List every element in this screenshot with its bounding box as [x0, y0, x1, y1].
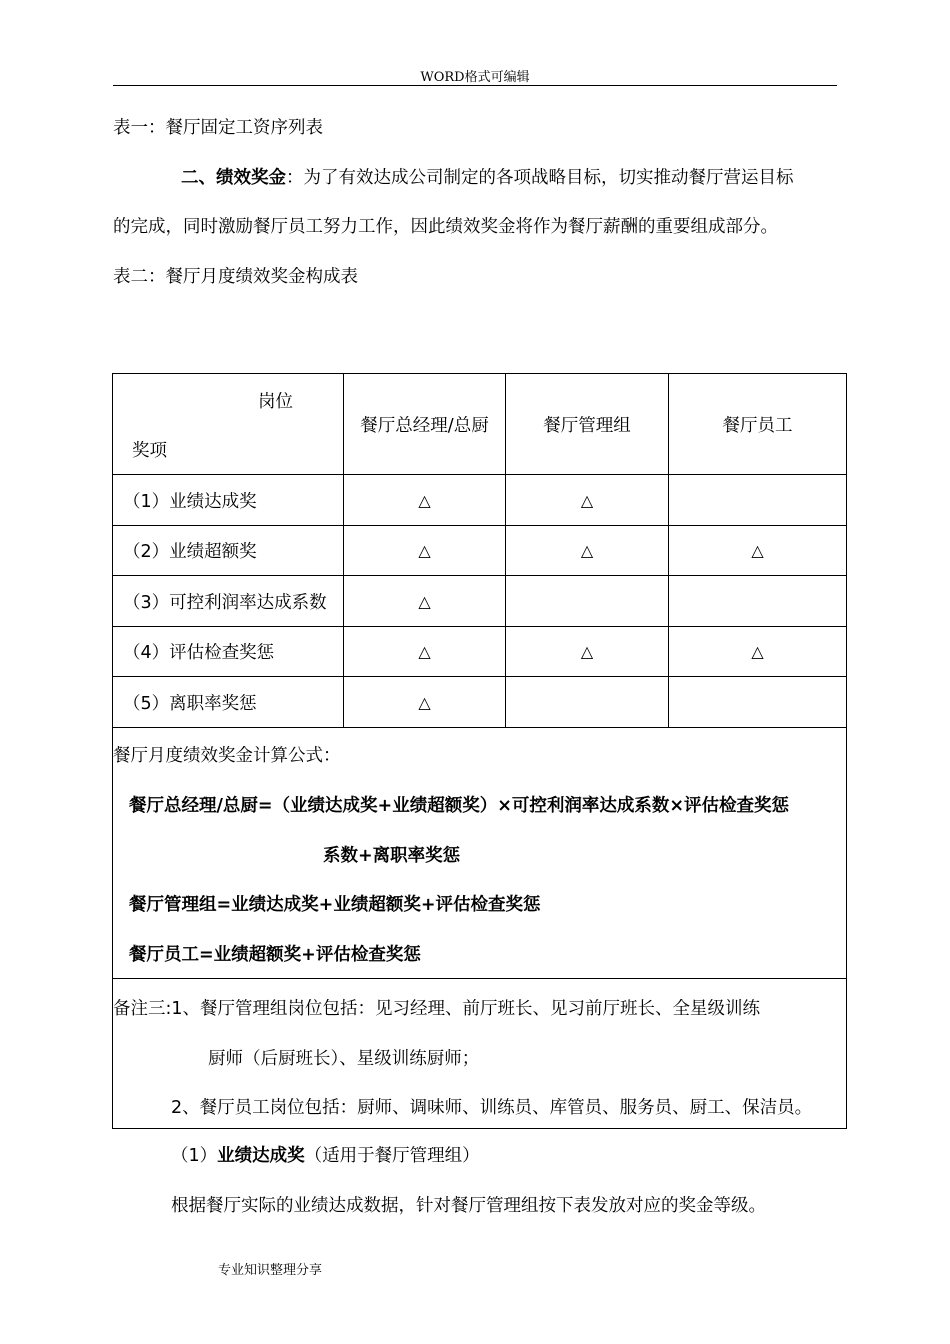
mark-cell: △ — [344, 475, 506, 526]
formula-line-staff: 餐厅员工=业绩超额奖+评估检查奖惩 — [129, 945, 421, 965]
mark-cell — [506, 576, 669, 627]
note-line-1: 备注三:1、餐厅管理组岗位包括：见习经理、前厅班长、见习前厅班长、全星级训练 — [113, 999, 761, 1019]
bonus-structure-table — [112, 373, 847, 1129]
mark-cell: △ — [669, 627, 847, 677]
mark-cell: △ — [344, 576, 506, 627]
subsection1-description: 根据餐厅实际的业绩达成数据，针对餐厅管理组按下表发放对应的奖金等级。 — [171, 1196, 766, 1216]
column-header: 餐厅总经理/总厨 — [344, 374, 506, 475]
table-row — [113, 526, 847, 576]
table-row — [113, 475, 847, 526]
section2-paragraph-line2: 的完成，同时激励餐厅员工努力工作，因此绩效奖金将作为餐厅薪酬的重要组成部分。 — [113, 217, 778, 237]
mark-cell: △ — [506, 627, 669, 677]
formula-row — [113, 728, 847, 979]
formula-line-gm-cont: 系数+离职率奖惩 — [323, 846, 461, 866]
table-row — [113, 576, 847, 627]
table1-caption: 表一：餐厅固定工资序列表 — [113, 118, 323, 138]
page-header: WORD格式可编辑 — [420, 70, 530, 85]
column-header: 餐厅管理组 — [506, 374, 669, 475]
notes-row — [113, 979, 847, 1129]
formula-line-gm: 餐厅总经理/总厨=（业绩达成奖+业绩超额奖）×可控利润率达成系数×评估检查奖惩 — [129, 796, 790, 816]
subsection1-title: 业绩达成奖 — [217, 1146, 305, 1166]
mark-cell: △ — [344, 627, 506, 677]
corner-cell — [113, 374, 344, 475]
formula-line-mgmt: 餐厅管理组=业绩达成奖+业绩超额奖+评估检查奖惩 — [129, 895, 541, 915]
mark-cell: △ — [344, 677, 506, 728]
row-item-label: （1）业绩达成奖 — [113, 475, 344, 526]
table-row — [113, 677, 847, 728]
table-row — [113, 627, 847, 677]
mark-cell — [669, 677, 847, 728]
row-item-label: （3）可控利润率达成系数 — [113, 576, 344, 627]
subsection1-prefix: （1） — [171, 1146, 218, 1166]
mark-cell: △ — [506, 526, 669, 576]
header-rule — [113, 85, 837, 86]
subsection1-heading — [171, 1142, 480, 1167]
section2-heading: 二、绩效奖金 — [181, 168, 286, 188]
mark-cell — [669, 475, 847, 526]
mark-cell: △ — [344, 526, 506, 576]
notes-cell — [113, 979, 847, 1129]
table2-caption: 表二：餐厅月度绩效奖金构成表 — [113, 267, 358, 287]
row-item-label: （5）离职率奖惩 — [113, 677, 344, 728]
corner-item-label: 奖项 — [132, 441, 167, 461]
mark-cell — [669, 576, 847, 627]
corner-position-label: 岗位 — [258, 392, 293, 412]
section2-text-part1: ：为了有效达成公司制定的各项战略目标，切实推动餐厅营运目标 — [286, 168, 794, 188]
subsection1-suffix: （适用于餐厅管理组） — [304, 1146, 480, 1166]
formula-title: 餐厅月度绩效奖金计算公式： — [113, 746, 341, 766]
page-footer: 专业知识整理分享 — [218, 1263, 323, 1278]
formula-cell — [113, 728, 847, 979]
mark-cell: △ — [669, 526, 847, 576]
note-line-2: 厨师（后厨班长）、星级训练厨师； — [208, 1049, 480, 1069]
note-line-3: 2、餐厅员工岗位包括：厨师、调味师、训练员、库管员、服务员、厨工、保洁员。 — [171, 1098, 813, 1118]
section2-paragraph-line1 — [181, 164, 794, 189]
table-header-row — [113, 374, 847, 475]
mark-cell: △ — [506, 475, 669, 526]
mark-cell — [506, 677, 669, 728]
row-item-label: （2）业绩超额奖 — [113, 526, 344, 576]
row-item-label: （4）评估检查奖惩 — [113, 627, 344, 677]
column-header: 餐厅员工 — [669, 374, 847, 475]
